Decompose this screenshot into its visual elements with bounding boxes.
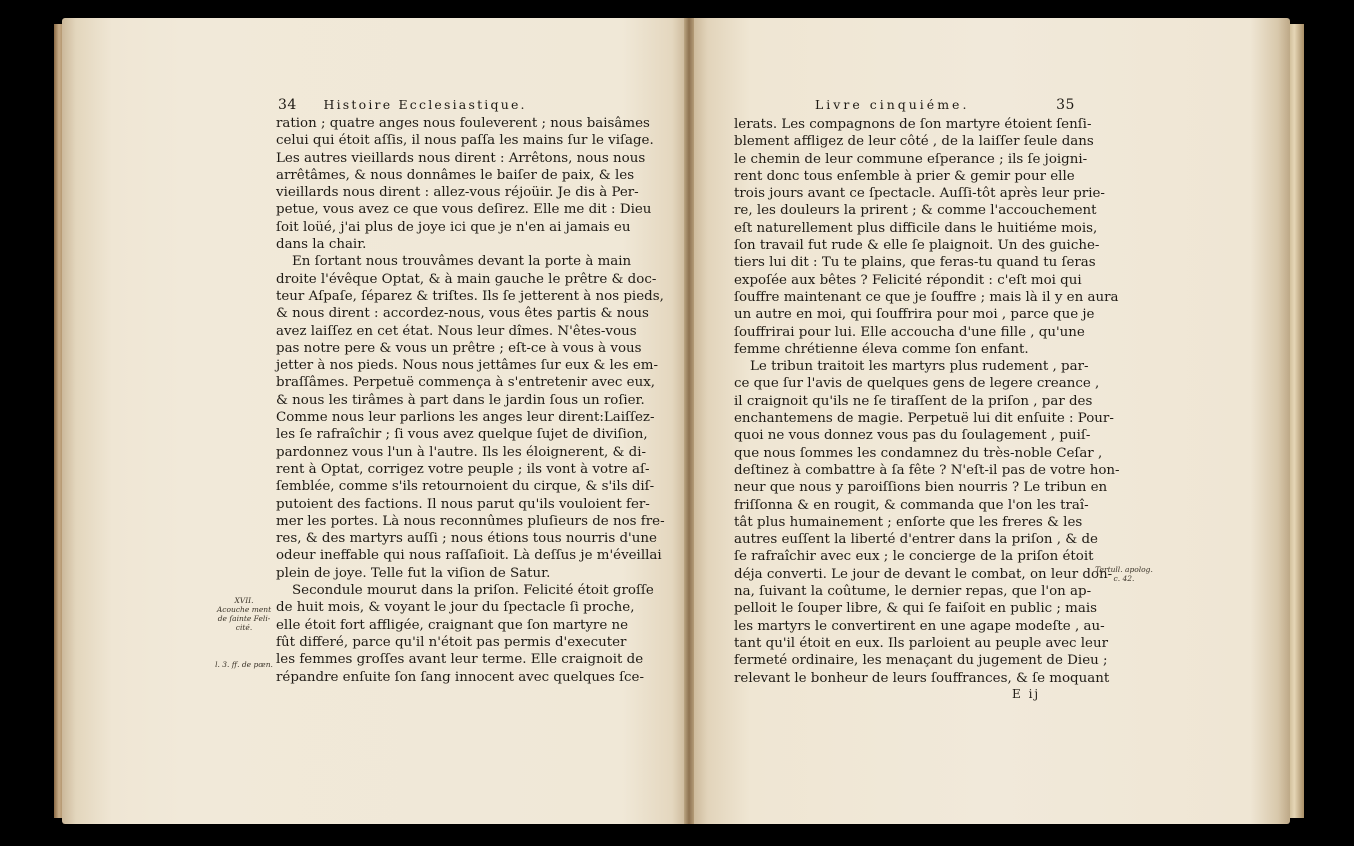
text-line: enchantemens de magie. Perpetuë lui dit enſuite : Pour- xyxy=(734,411,1114,427)
text-line: Le tribun traitoit les martyrs plus rudement , par- xyxy=(750,359,1089,375)
text-line: pelloit le ſouper libre, & qui ſe faiſoit en public ; mais xyxy=(734,601,1097,617)
text-line: avez laiſſez en cet état. Nous leur dîmes. N'êtes-vous xyxy=(276,323,637,339)
text-line: expoſée aux bêtes ? Felicité répondit : c'eſt moi qui xyxy=(734,272,1082,288)
text-line: tant qu'il étoit en eux. Ils parloient au peuple avec leur xyxy=(734,635,1108,651)
text-line: celui qui étoit aſſis, il nous paſſa les mains ſur le viſage. xyxy=(276,133,654,149)
text-line: pas notre pere & vous un prêtre ; eſt-ce à vous à vous xyxy=(276,340,642,356)
text-line: elle étoit fort affligée, craignant que ſon martyre ne xyxy=(276,617,629,633)
text-line: ſoit loüé, j'ai plus de joye ici que je n'en ai jamais eu xyxy=(276,219,631,235)
text-line: quoi ne vous donnez vous pas du ſoulagement , puiſ- xyxy=(734,428,1091,444)
margin-note-line: XVII. xyxy=(234,596,254,605)
right-margin-note-ref xyxy=(1092,565,1156,583)
text-line: rent à Optat, corrigez votre peuple ; ils vont à votre aſ- xyxy=(276,461,650,477)
text-line: Les autres vieillards nous dirent : Arrêtons, nous nous xyxy=(276,150,646,166)
text-line: répandre enſuite ſon ſang innocent avec quelques ſce- xyxy=(276,669,644,685)
margin-note-line: Tertull. apolog. xyxy=(1095,565,1153,574)
text-line: le chemin de leur commune eſperance ; ils ſe joigni- xyxy=(734,151,1088,167)
left-margin-note-ref: l. 3. ff. de pœn. xyxy=(215,660,273,669)
text-line: putoient des factions. Il nous parut qu'ils vouloient fer- xyxy=(276,496,650,512)
text-line: tât plus humainement ; enſorte que les freres & les xyxy=(734,514,1083,530)
text-line: & nous les tirâmes à part dans le jardin ſous un roſier. xyxy=(276,392,645,408)
text-line: dans la chair. xyxy=(276,237,367,253)
right-page-number: 35 xyxy=(1056,97,1075,113)
right-body-text xyxy=(734,116,1120,687)
right-running-head xyxy=(815,97,1075,113)
text-line: lerats. Les compagnons de ſon martyre étoient ſenſi- xyxy=(734,117,1092,132)
text-line: femme chrétienne éleva comme ſon enfant. xyxy=(734,341,1029,357)
margin-note-line: cité. xyxy=(235,623,253,632)
text-line: ce que ſur l'avis de quelques gens de legere creance , xyxy=(734,376,1100,392)
text-line: jetter à nos pieds. Nous nous jettâmes ſur eux & les em- xyxy=(276,358,659,374)
text-line: petue, vous avez ce que vous deſirez. Elle me dit : Dieu xyxy=(276,202,652,218)
text-line: autres euſſent la liberté d'entrer dans la priſon , & de xyxy=(734,532,1098,548)
margin-note-line: c. 42. xyxy=(1113,574,1135,583)
text-line: neur que nous y paroiſſions bien nourris ? Le tribun en xyxy=(734,480,1108,496)
text-line: res, & des martyrs auſſi ; nous étions tous nourris d'une xyxy=(276,531,657,547)
signature-mark: E ij xyxy=(1012,687,1041,701)
text-line: Comme nous leur parlions les anges leur dirent:Laiſſez- xyxy=(276,410,655,426)
left-page-number: 34 xyxy=(278,97,297,113)
text-line: tiers lui dit : Tu te plains, que feras-tu quand tu ſeras xyxy=(734,255,1096,271)
text-line: il craignoit qu'ils ne ſe tiraſſent de la priſon , par des xyxy=(734,393,1093,409)
left-margin-note-chapter xyxy=(204,596,284,632)
margin-note-line: de ſainte Feli- xyxy=(217,614,271,623)
text-line: braſſâmes. Perpetuë commença à s'entretenir avec eux, xyxy=(276,375,656,391)
right-page-edge xyxy=(1288,24,1304,818)
text-line: ſouffre maintenant ce que je ſouffre ; mais là il y en aura xyxy=(734,289,1119,305)
left-running-head xyxy=(278,97,527,113)
text-line: mer les portes. Là nous reconnûmes pluſieurs de nos fre- xyxy=(276,513,665,529)
text-line: fermeté ordinaire, les menaçant du jugement de Dieu ; xyxy=(734,653,1108,669)
text-line: blement affligez de leur côté , de la laiſſer ſeule dans xyxy=(734,134,1094,150)
text-line: un autre en moi, qui ſouffrira pour moi , parce que je xyxy=(734,307,1095,323)
text-line: ſon travail fut rude & elle ſe plaignoit. Un des guiche- xyxy=(734,238,1100,254)
text-line: re, les douleurs la prirent ; & comme l'accouchement xyxy=(734,203,1097,219)
text-line: déja converti. Le jour de devant le combat, on leur don- xyxy=(734,566,1113,582)
text-line: odeur ineffable qui nous raſſaſioit. Là deſſus je m'éveillai xyxy=(276,548,662,564)
text-line: vieillards nous dirent : allez-vous réjoüir. Je dis à Per- xyxy=(276,185,639,201)
text-line: arrêtâmes, & nous donnâmes le baiſer de paix, & les xyxy=(276,167,635,183)
text-line: ſemblée, comme s'ils retournoient du cirque, & s'ils diſ- xyxy=(276,479,655,495)
text-line: les femmes groſſes avant leur terme. Elle craignoit de xyxy=(276,652,644,668)
margin-note-line: Acouche ment xyxy=(216,605,272,614)
text-line: ration ; quatre anges nous fouleverent ; nous baisâmes xyxy=(276,116,650,131)
right-running-title: Livre cinquiéme. xyxy=(815,97,970,112)
text-line: ſe rafraîchir avec eux ; le concierge de la priſon étoit xyxy=(734,549,1094,565)
left-body-text xyxy=(276,115,665,686)
text-line: eſt naturellement plus difficile dans le huitiéme mois, xyxy=(734,220,1098,236)
text-line: ſouffrirai pour lui. Elle accoucha d'une fille , qu'une xyxy=(734,324,1085,340)
text-line: droite l'évêque Optat, & à main gauche le prêtre & doc- xyxy=(276,271,657,287)
text-line: que nous ſommes les condamnez du très-noble Ceſar , xyxy=(734,445,1103,461)
book-gutter xyxy=(684,18,694,824)
text-line: de huit mois, & voyant le jour du ſpectacle ſi proche, xyxy=(276,600,635,616)
text-line: fût differé, parce qu'il n'étoit pas permis d'executer xyxy=(276,634,627,650)
text-line: deſtinez à combattre à ſa fête ? N'eſt-il pas de votre hon- xyxy=(734,462,1120,478)
text-line: les martyrs le convertirent en une agape modeſte , au- xyxy=(734,618,1105,634)
text-line: les ſe rafraîchir ; ſi vous avez quelque ſujet de diviſion, xyxy=(276,427,648,443)
text-line: trois jours avant ce ſpectacle. Auſſi-tôt après leur prie- xyxy=(734,186,1105,202)
text-line: pardonnez vous l'un à l'autre. Ils les éloignerent, & di- xyxy=(276,444,647,460)
text-line: plein de joye. Telle fut la viſion de Satur. xyxy=(276,565,551,581)
text-line: Secondule mourut dans la priſon. Felicité étoit groſſe xyxy=(292,583,654,599)
left-running-title: Histoire Ecclesiastique. xyxy=(323,97,527,112)
text-line: teur Aſpaſe, ſéparez & triſtes. Ils ſe jetterent à nos pieds, xyxy=(276,288,664,304)
text-line: rent donc tous enſemble à prier & gemir pour elle xyxy=(734,168,1075,184)
text-line: & nous dirent : accordez-nous, vous êtes partis & nous xyxy=(276,306,649,322)
text-line: na, ſuivant la coûtume, le dernier repas, que l'on ap- xyxy=(734,584,1092,600)
text-line: En ſortant nous trouvâmes devant la porte à main xyxy=(292,254,632,270)
text-line: friſſonna & en rougit, & commanda que l'on les traî- xyxy=(734,497,1089,513)
text-line: relevant le bonheur de leurs ſouffrances, & ſe moquant xyxy=(734,670,1110,686)
